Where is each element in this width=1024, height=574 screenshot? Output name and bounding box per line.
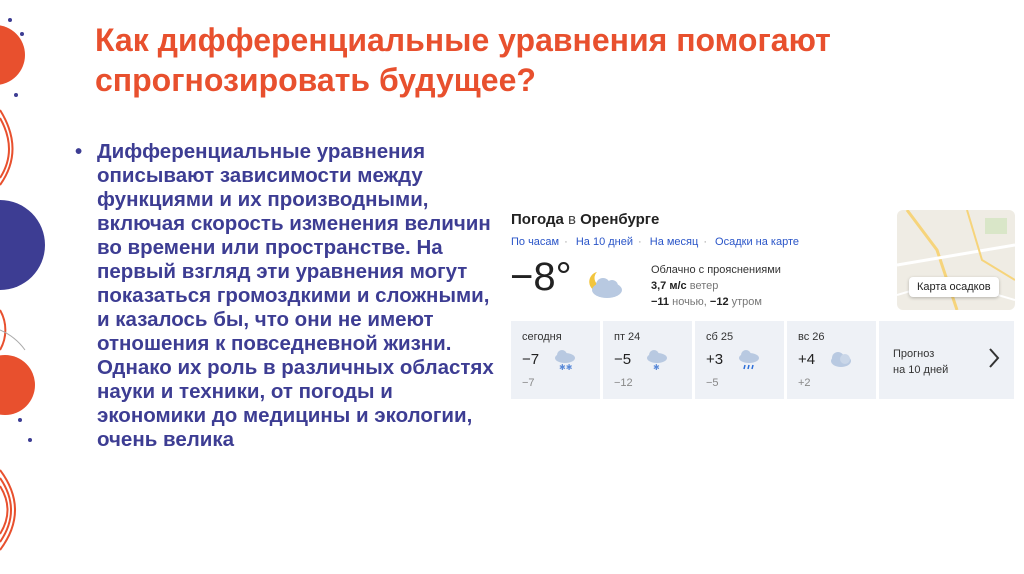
weather-title (511, 211, 659, 228)
link-10-days[interactable]: На 10 дней (575, 236, 634, 248)
day-night-temp: +2 (798, 377, 811, 389)
forecast-line-1: Прогноз (893, 348, 935, 360)
day-night-temp: −5 (706, 377, 719, 389)
day-night-temp: −12 (614, 377, 633, 389)
day-temp: +3 (706, 351, 724, 368)
day-name: сегодня (522, 331, 562, 343)
day-temp: −5 (614, 351, 632, 368)
slide-title (95, 20, 995, 100)
partly-cloudy-night-icon (583, 268, 627, 300)
forecast-10-days-button[interactable] (879, 321, 1014, 399)
day-cards (511, 321, 1019, 399)
precipitation-map[interactable] (897, 210, 1015, 310)
snow-cloud-icon (645, 348, 669, 372)
day-night-temp: −7 (522, 377, 535, 389)
bullet-item (75, 140, 505, 452)
day-temp: +4 (798, 351, 816, 368)
wind-value: 3,7 м/с (651, 280, 687, 292)
day-name: пт 24 (614, 331, 641, 343)
night-label: ночью, (672, 296, 707, 308)
svg-text:✱: ✱ (653, 363, 660, 372)
day-temp: −7 (522, 351, 540, 368)
wind-label: ветер (689, 280, 719, 292)
bullet-marker: • (75, 140, 83, 163)
weather-title-prefix: Погода (511, 211, 564, 228)
morning-temp: −12 (709, 296, 729, 308)
svg-text:✱✱: ✱✱ (559, 363, 573, 372)
snow-cloud-icon (553, 348, 577, 372)
precip-map-button[interactable]: Карта осадков (909, 277, 999, 297)
condition-text: Облачно с прояснениями (651, 264, 781, 276)
title-line-2: спрогнозировать будущее? (95, 62, 536, 98)
link-hourly[interactable]: По часам (511, 236, 560, 248)
day-card-fri[interactable] (603, 321, 692, 399)
night-temp: −11 (651, 296, 670, 308)
day-card-sat[interactable] (695, 321, 784, 399)
decorative-strip (0, 0, 60, 574)
weather-city[interactable]: Оренбурге (580, 211, 660, 228)
weather-title-in: в (568, 211, 576, 228)
rain-cloud-icon (737, 348, 761, 372)
day-card-sun[interactable] (787, 321, 876, 399)
day-name: сб 25 (706, 331, 734, 343)
forecast-text (893, 346, 948, 378)
title-line-1: Как дифференциальные уравнения помогают (95, 22, 831, 58)
day-card-today[interactable] (511, 321, 600, 399)
link-month[interactable]: На месяц (649, 236, 699, 248)
current-temperature: −8° (510, 255, 572, 299)
cloud-icon (829, 348, 853, 372)
forecast-line-2: на 10 дней (893, 364, 949, 376)
morning-label: утром (731, 296, 762, 308)
day-name: вс 26 (798, 331, 825, 343)
weather-details (651, 262, 781, 310)
bullet-text: Дифференциальные уравнения описывают зависимости между функциями и их производными, включая скорость изменения величин во времени или пространстве. На первый взгляд эти уравнения могут показаться громоздкими и сложными, и казалось бы, что они не имеют отношения к повседневной жизни. Однако их роль в различных областях науки и техники, от погоды и экономики до медицины и экологии, очень велика (97, 140, 494, 451)
chevron-right-icon (988, 347, 1000, 369)
link-precip-map[interactable]: Осадки на карте (715, 236, 799, 248)
weather-links: По часам · На 10 дней · На месяц · Осадки на карте (511, 236, 799, 248)
weather-widget (505, 200, 1020, 410)
